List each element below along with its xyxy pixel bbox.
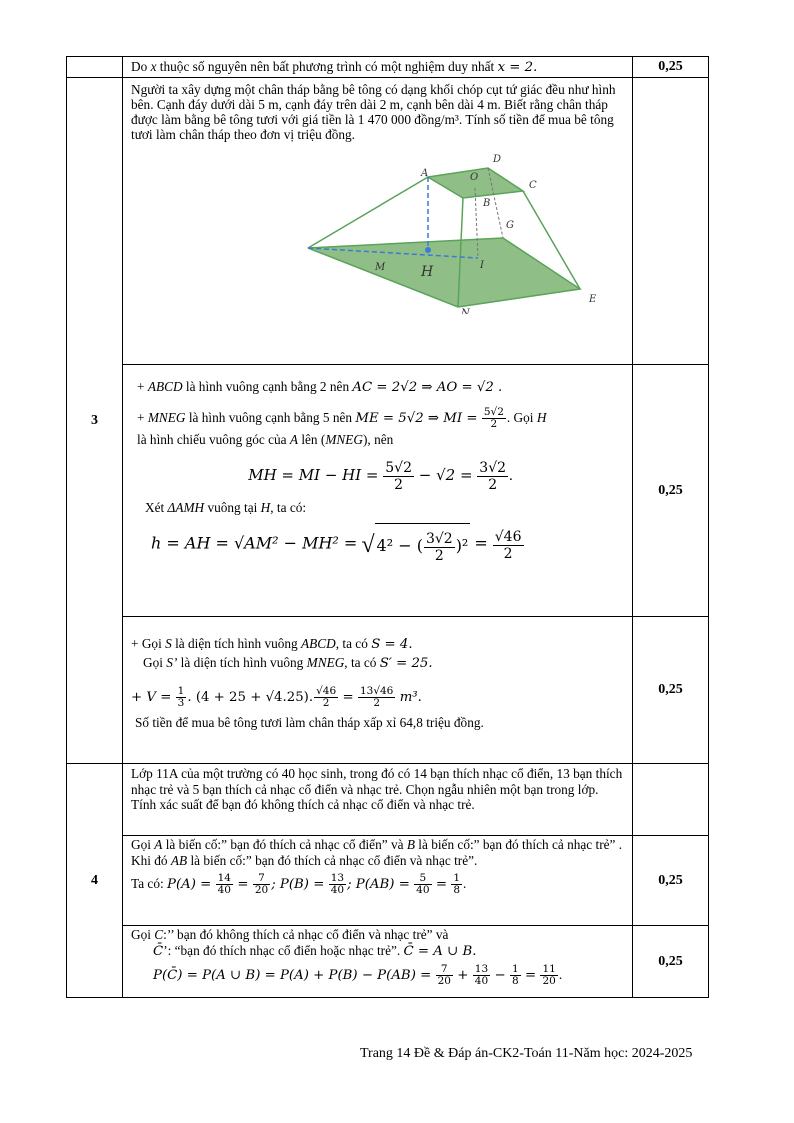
score-value: 0,25: [658, 872, 683, 888]
text: . Gọi: [506, 410, 537, 425]
content-cell: [123, 365, 633, 617]
variable: x: [150, 59, 157, 74]
frustum-figure: [123, 144, 632, 314]
equation: x = 2.: [497, 60, 538, 75]
text: +: [137, 410, 148, 425]
conclusion: Số tiền để mua bê tông tươi làm chân tháp xấp xỉ 64,8 triệu đồng.: [135, 715, 484, 730]
label-I: I: [480, 260, 484, 271]
point-name: A: [289, 432, 298, 447]
square-name: MNEG: [147, 410, 186, 425]
label-C: C: [529, 180, 537, 191]
answer-table: [66, 56, 709, 998]
label-N: N: [461, 308, 470, 314]
question-number: 4: [91, 872, 98, 888]
frustum-diagram: [123, 144, 633, 314]
square-name: ABCD: [147, 379, 183, 394]
text: Do: [131, 59, 151, 74]
problem-text: Người ta xây dựng một chân tháp bằng bê tông có dạng khối chóp cụt tứ giác đều như hình bên. Cạnh đáy dưới dài 5 m, cạnh đáy trên dài 2 m, cạnh bên dài 4 m. Biết rằng chân tháp được làm bằng bê tông tươi với giá tiền là 1 470 000 đồng/m³. Tính số tiền để mua bê tông tươi làm chân tháp theo đơn vị triệu đồng.: [131, 82, 616, 142]
score-cell: [633, 926, 709, 998]
content-cell: Gọi C:’’ bạn đó không thích cả nhạc cổ điển và nhạc trẻ” và C̄’: “bạn đó thích nhạc cổ điển hoặc nhạc trẻ”. C̄ = A ∪ B. P(C̄) = P(A ∪ B) = P(A) + P(B) − P(AB) = $\frac{7}{20}$ + $\frac{13}{40}$ − $\frac{1}{8}$ = $\frac{11}{20}$ .: [123, 926, 633, 998]
score-cell: [633, 764, 709, 836]
score-value: 0,25: [658, 953, 683, 969]
question-number-cell: [67, 78, 123, 764]
text: là hình vuông cạnh bằng 5 nên: [185, 410, 356, 425]
label-A: A: [421, 168, 429, 179]
content-cell: [123, 57, 633, 78]
score-cell: [633, 365, 709, 617]
label-O: O: [470, 172, 479, 183]
plane-name: MNEG: [325, 432, 363, 447]
text: lên (: [298, 432, 326, 447]
table-row: [67, 617, 709, 764]
text: là hình chiếu vuông góc của: [137, 432, 290, 447]
text: ), nên: [363, 432, 394, 447]
text: Xét: [145, 500, 168, 516]
volume-equation: + V = $\frac{1}{3}$ . (4 + 25 + √4.25). $\frac{√46}{2}$ = $\frac{13√46}{2}$ m³.: [131, 685, 422, 710]
text: , ta có:: [270, 500, 307, 516]
label-H: H: [421, 264, 434, 280]
label-G: G: [506, 220, 514, 231]
label-D: D: [493, 154, 502, 165]
score-cell: [633, 78, 709, 365]
table-row: [67, 57, 709, 78]
question-number-cell: [67, 764, 123, 998]
table-row: [67, 78, 709, 365]
problem-text: Lớp 11A của một trường có 40 học sinh, trong đó có 14 bạn thích nhạc cổ điển, 13 bạn thích nhạc trẻ và 5 bạn thích cả nhạc cổ điển và nhạc trẻ. Chọn ngẫu nhiên một bạn trong lớp. Tính xác suất để bạn đó không thích cả nhạc cổ điển và nhạc trẻ.: [131, 766, 623, 812]
text: vuông tại: [204, 500, 261, 516]
complement-probability: P(C̄) = P(A ∪ B) = P(A) + P(B) − P(AB) = $\frac{7}{20}$ + $\frac{13}{40}$ − $\frac{1}{8}$ = $\frac{11}{20}$ .: [153, 963, 563, 988]
score-cell: [633, 617, 709, 764]
label-M: M: [375, 262, 386, 273]
probability-line: Ta có: P(A) = $\frac{14}{40}$ = $\frac{7}{20}$ ; P(B) = $\frac{13}{40}$ ; P(AB) = $\frac{5}{40}$ = $\frac{1}{8}$ .: [131, 872, 467, 897]
table-row: [67, 365, 709, 617]
score-cell: [633, 57, 709, 78]
mh-equation: MH = MI − HI = $\frac{5√2}{2}$ − √2 = $\frac{3√2}{2}$ .: [248, 460, 513, 494]
content-cell: [123, 764, 633, 836]
equation: ME = 5√2 ⇒ MI =: [355, 411, 478, 426]
score-cell: [633, 836, 709, 926]
text: thuộc số nguyên nên bất phương trình có một nghiệm duy nhất: [156, 59, 498, 74]
text: +: [137, 379, 148, 394]
table-row: [67, 764, 709, 836]
page-footer: Trang 14 Đề & Đáp án-CK2-Toán 11-Năm học: 2024-2025: [360, 1046, 693, 1061]
h-equation: h = AH = √AM² − MH² = √ 4² − ( $\frac{3√2}{2}$ )² = $\frac{√46}{2}$: [137, 523, 624, 567]
text: là hình vuông cạnh bằng 2 nên: [182, 379, 353, 394]
label-B: B: [483, 198, 491, 209]
point-name: H: [536, 410, 547, 425]
table-row: [67, 836, 709, 926]
question-number: 3: [91, 412, 98, 428]
triangle-name: ΔAMH: [167, 500, 205, 516]
score-value: 0,25: [658, 59, 683, 74]
fraction: $\frac{5√2}{2}$: [483, 406, 504, 431]
table-row: [67, 926, 709, 998]
content-cell: [123, 78, 633, 365]
question-number-cell: [67, 57, 123, 78]
score-value: 0,25: [658, 682, 683, 697]
label-E: E: [589, 294, 597, 305]
score-value: 0,25: [658, 482, 683, 498]
point-name: H: [260, 500, 271, 516]
content-cell: + Gọi S là diện tích hình vuông ABCD, ta có S = 4. Gọi S’ là diện tích hình vuông MNEG, ta có S′ = 25. + V = $\frac{1}{3}$ . (4 + 25 + √4.25). $\frac{√46}{2}$ = $\frac{13√46}{2}$ m³. Số tiền để mua bê tông tươi làm chân tháp xấp xỉ 64,8 triệu đồng.: [123, 617, 633, 764]
content-cell: Gọi A là biến cố:” bạn đó thích cả nhạc cổ điển” và B là biến cố:” bạn đó thích cả nhạc trẻ” . Khi đó AB là biến cố:” bạn đó thích cả nhạc cổ điển và nhạc trẻ”. Ta có: P(A) = $\frac{14}{40}$ = $\frac{7}{20}$ ; P(B) = $\frac{13}{40}$ ; P(AB) = $\frac{5}{40}$ = $\frac{1}{8}$ .: [123, 836, 633, 926]
equation: AC = 2√2 ⇒ AO = √2 .: [352, 380, 503, 395]
